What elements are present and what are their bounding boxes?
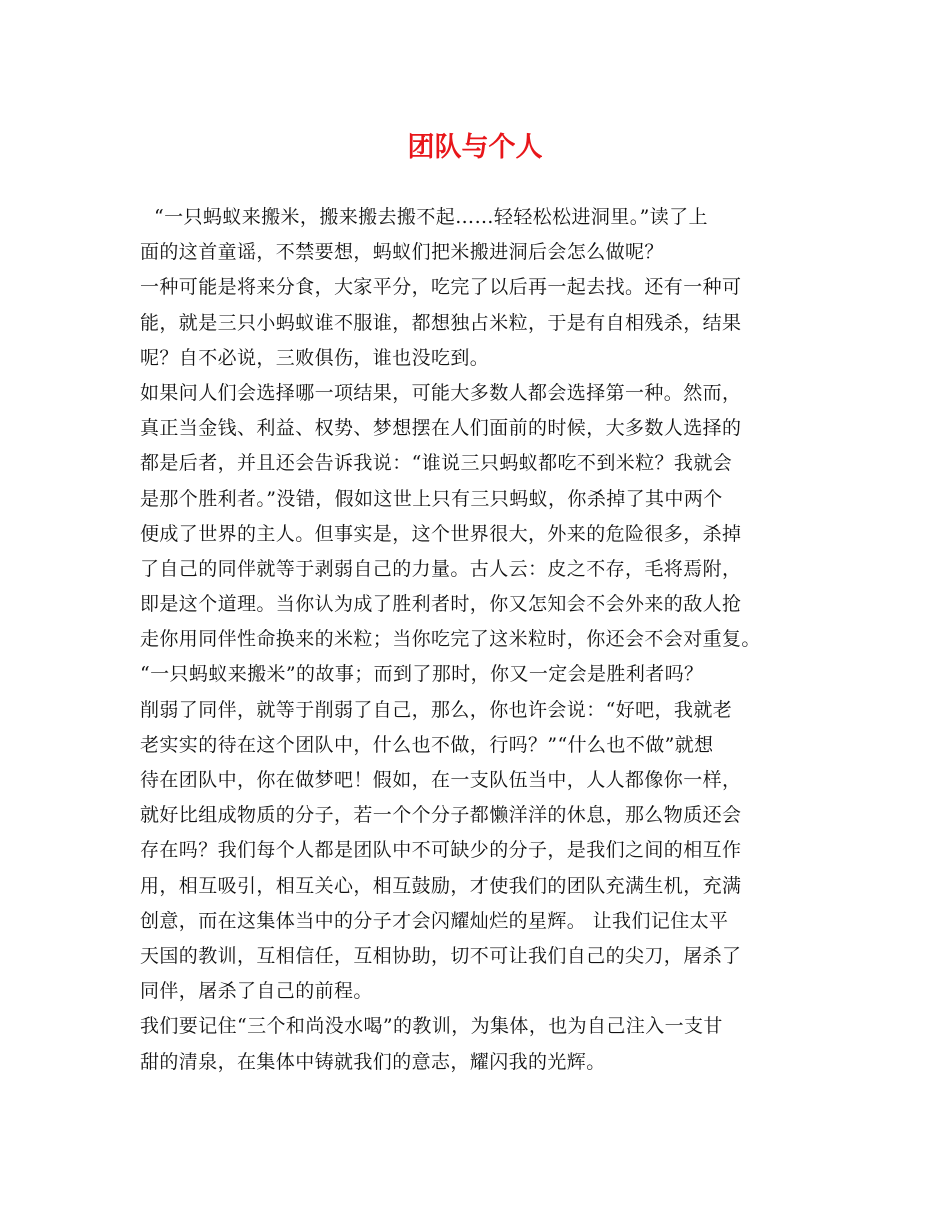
page-title: 团队与个人 [407,132,543,163]
text-line: 了自己的同伴就等于剥弱自己的力量。古人云：皮之不存，毛将焉附， [140,557,742,580]
text-line: 呢？自不必说，三败俱伤，谁也没吃到。 [140,346,490,369]
text-line: 便成了世界的主人。但事实是，这个世界很大，外来的危险很多，杀掉 [140,522,742,545]
text-line: 都是后者，并且还会告诉我说：“谁说三只蚂蚁都吃不到米粒？我就会 [140,452,733,475]
text-line: 创意，而在这集体当中的分子才会闪耀灿烂的星辉。 让我们记住太平 [140,909,729,932]
text-line: 一种可能是将来分食，大家平分，吃完了以后再一起去找。还有一种可 [140,276,742,299]
text-line: “一只蚂蚁来搬米，搬来搬去搬不起……轻轻松松进洞里。”读了上 [154,206,708,228]
text-line: 存在吗？我们每个人都是团队中不可缺少的分子，是我们之间的相互作 [140,839,742,862]
text-line: 甜的清泉，在集体中铸就我们的意志，耀闪我的光辉。 [140,1050,606,1073]
document-body [140,200,830,1080]
text-line: 走你用同伴性命换来的米粒；当你吃完了这米粒时，你还会不会对重复。 [140,628,761,651]
text-line: 我们要记住“三个和尚没水喝”的教训，为集体，也为自己注入一支甘 [140,1015,723,1038]
text-line: 用，相互吸引，相互关心，相互鼓励，才使我们的团队充满生机，充满 [140,874,742,897]
text-line: 能，就是三只小蚂蚁谁不服谁，都想独占米粒，于是有自相残杀，结果 [140,311,742,334]
text-line: 削弱了同伴，就等于削弱了自己，那么，你也许会说：“好吧，我就老 [140,698,733,721]
text-line: 就好比组成物质的分子，若一个个分子都懒洋洋的休息，那么物质还会 [140,804,742,827]
text-line: 即是这个道理。当你认为成了胜利者时，你又怎知会不会外来的敌人抢 [140,593,742,616]
text-line: 待在团队中，你在做梦吧！假如，在一支队伍当中，人人都像你一样， [140,769,742,791]
text-line: 是那个胜利者。”没错，假如这世上只有三只蚂蚁，你杀掉了其中两个 [140,487,723,510]
text-line: 同伴，屠杀了自己的前程。 [140,980,373,1003]
text-line: “一只蚂蚁来搬米”的故事；而到了那时，你又一定会是胜利者吗？ [140,663,704,686]
text-line: 如果问人们会选择哪一项结果，可能大多数人都会选择第一种。然而， [140,381,742,404]
text-line: 天国的教训，互相信任，互相协助，切不可让我们自己的尖刀，屠杀了 [140,944,742,967]
text-line: 老实实的待在这个团队中，什么也不做，行吗？”“什么也不做”就想 [140,733,714,756]
text-line: 面的这首童谣，不禁要想，蚂蚁们把米搬进洞后会怎么做呢？ [140,241,664,264]
text-line: 真正当金钱、利益、权势、梦想摆在人们面前的时候，大多数人选择的 [140,417,742,440]
